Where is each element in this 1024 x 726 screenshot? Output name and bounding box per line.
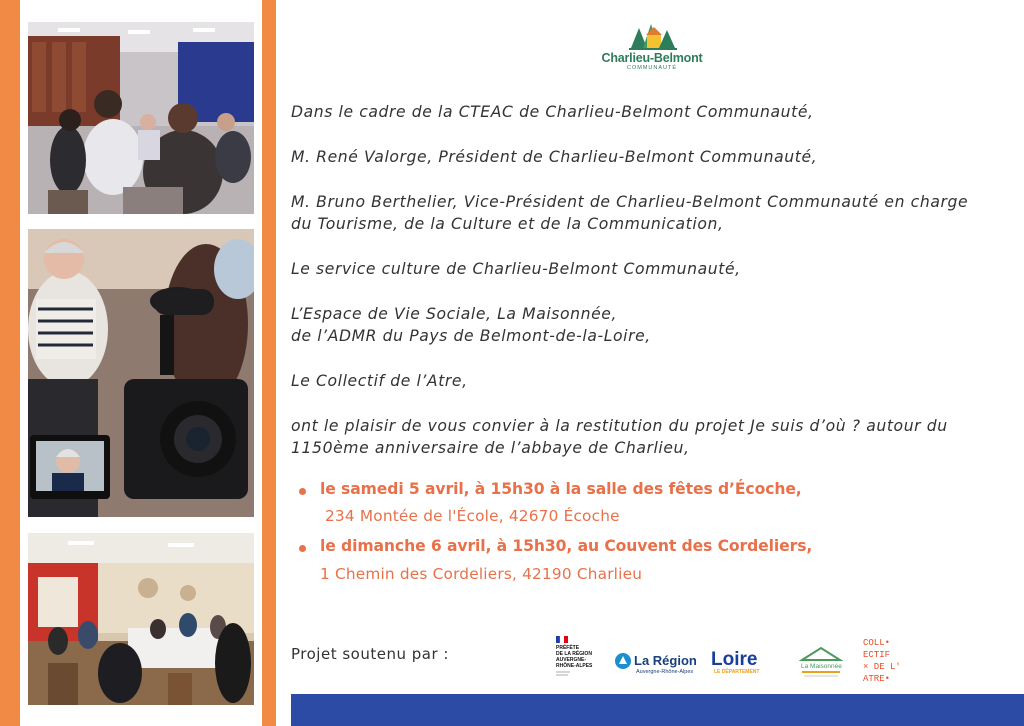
paragraph-cteac: Dans le cadre de la CTEAC de Charlieu-Belmont Communauté, — [291, 103, 814, 121]
logo-name: Charlieu-Belmont — [601, 51, 703, 65]
prefecture-line-4: RHÔNE-ALPES — [556, 663, 593, 669]
collectif-line-2: ECTIF — [863, 650, 891, 660]
photo-group-tables — [28, 533, 254, 705]
paragraph-vice-president-line2: du Tourisme, de la Culture et de la Communication, — [291, 215, 724, 233]
collectif-line-4: ATRE• — [863, 674, 891, 684]
prefecture-logo — [554, 636, 604, 680]
paragraph-invitation-line2: 1150ème anniversaire de l’abbaye de Charlieu, — [291, 439, 690, 457]
region-name: La Région — [634, 653, 697, 668]
collectif-atre-logo — [862, 635, 906, 687]
paragraph-invitation-line1: ont le plaisir de vous convier à la restitution du projet Je suis d’où ? autour du — [291, 417, 948, 435]
photo-meeting-room — [28, 22, 254, 214]
event-address-saturday: 234 Montée de l'École, 42670 Écoche — [325, 507, 620, 525]
paragraph-espace-vie-sociale-line1: L’Espace de Vie Sociale, La Maisonnée, — [291, 305, 618, 323]
event-title-saturday: le samedi 5 avril, à 15h30 à la salle des fêtes d’Écoche, — [320, 480, 802, 498]
paragraph-collectif: Le Collectif de l’Atre, — [291, 372, 468, 390]
french-republic-flag-icon — [554, 636, 604, 680]
prefecture-line-3: AUVERGNE- — [556, 657, 587, 663]
loire-subtitle: LE DÉPARTEMENT — [714, 669, 760, 675]
paragraph-service-culture: Le service culture de Charlieu-Belmont Communauté, — [291, 260, 741, 278]
right-orange-strip — [262, 0, 276, 726]
trees-house-logo-icon — [625, 22, 679, 52]
support-label: Projet soutenu par : — [291, 645, 449, 663]
footer-blue-bar — [291, 694, 1024, 726]
region-auvergne-rhone-alpes-logo — [614, 650, 698, 676]
paragraph-espace-vie-sociale-line2: de l’ADMR du Pays de Belmont-de-la-Loire, — [291, 327, 651, 345]
paragraph-vice-president-line1: M. Bruno Berthelier, Vice-Président de Charlieu-Belmont Communauté en charge — [291, 193, 969, 211]
event-title-sunday: le dimanche 6 avril, à 15h30, au Couvent des Cordeliers, — [320, 537, 813, 555]
loire-name: Loire — [711, 649, 758, 670]
photo-camera-recording — [28, 229, 254, 517]
event-bullet — [299, 545, 306, 552]
la-maisonnee-logo — [796, 644, 846, 680]
house-roof-icon — [802, 648, 840, 660]
collectif-line-1: COLL• — [863, 638, 891, 648]
loire-departement-logo — [710, 648, 774, 676]
event-address-sunday: 1 Chemin des Cordeliers, 42190 Charlieu — [320, 565, 643, 583]
left-orange-strip — [0, 0, 20, 726]
logo-subtitle: COMMUNAUTÉ — [626, 65, 678, 71]
region-subtitle: Auvergne-Rhône-Alpes — [636, 669, 694, 675]
prefecture-line-2: DE LA RÉGION — [556, 651, 592, 657]
event-bullet — [299, 488, 306, 495]
prefecture-line-1: PRÉFÈTE — [556, 645, 580, 651]
charlieu-belmont-logo — [594, 22, 710, 78]
maisonnee-name: La Maisonnée — [801, 663, 842, 670]
collectif-line-3: × DE L' — [863, 662, 901, 672]
paragraph-president: M. René Valorge, Président de Charlieu-Belmont Communauté, — [291, 148, 818, 166]
